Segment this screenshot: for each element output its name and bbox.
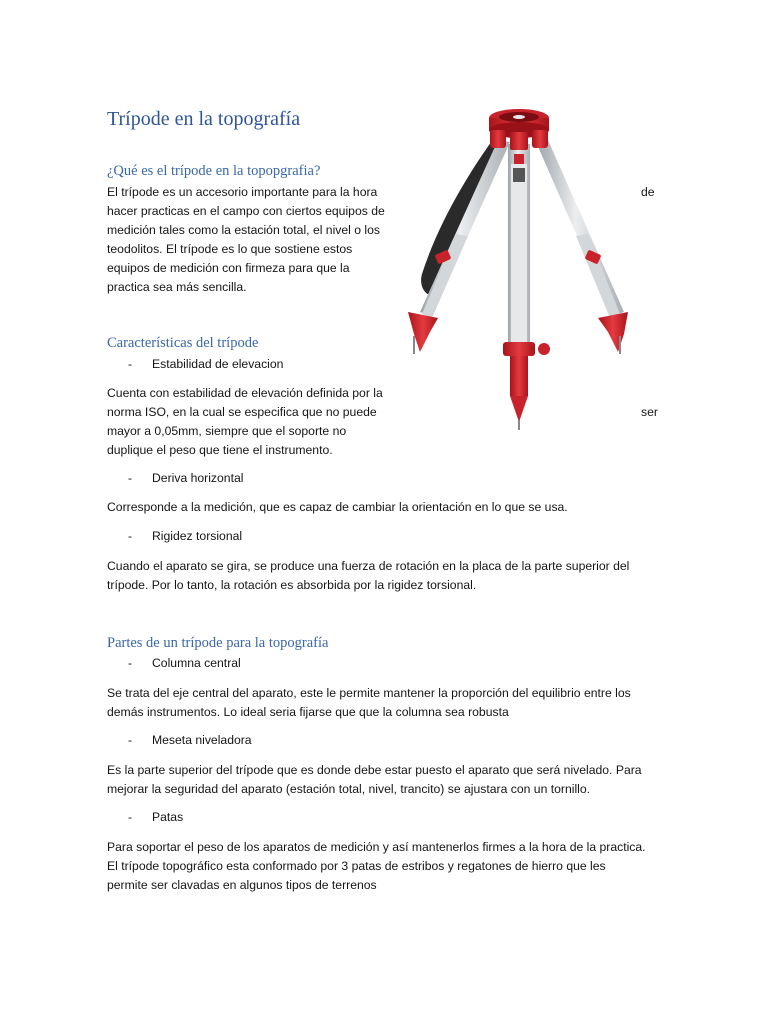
paragraph [107, 838, 646, 895]
paragraph-line: Cuando el aparato se gira, se produce una fuerza de rotación en la placa de la parte superior del [107, 559, 630, 573]
bullet-item [128, 355, 283, 374]
tripod-image [398, 104, 638, 436]
bullet-item [128, 654, 241, 673]
justified-word: ser [641, 405, 658, 419]
bullet-item [128, 469, 243, 488]
paragraph [107, 498, 568, 517]
section-heading-what-is: ¿Qué es el trípode en la topopgrafia? [107, 163, 321, 179]
paragraph-line: El trípode topográfico esta conformado por 3 patas de estribos y regatones de hierro que les [107, 859, 606, 873]
bullet-dash: - [128, 656, 133, 670]
paragraph-line: duplique el peso que tiene el instrumento. [107, 443, 333, 457]
bullet-dash: - [128, 471, 133, 485]
paragraph-line: mejorar la seguridad del aparato (estación total, nivel, trancito) se ajustara con un tornillo. [107, 782, 591, 796]
paragraph-line: trípode. Por lo tanto, la rotación es absorbida por la rigidez torsional. [107, 578, 477, 592]
paragraph-line: equipos de medición con firmeza para que la [107, 261, 350, 275]
bullet-label: Estabilidad de elevacion [152, 357, 284, 371]
bullet-label: Deriva horizontal [152, 471, 244, 485]
paragraph-line: permite ser clavadas en algunos tipos de terrenos [107, 878, 377, 892]
paragraph-line: medición tales como la estación total, el nivel o los [107, 223, 381, 237]
paragraph-line: norma ISO, en la cual se especifica que no puede [107, 405, 377, 419]
paragraph [107, 557, 629, 595]
section-heading-parts: Partes de un trípode para la topografía [107, 635, 329, 651]
bullet-label: Meseta niveladora [152, 733, 252, 747]
bullet-item [128, 731, 252, 750]
bullet-item [128, 808, 183, 827]
paragraph-line: El trípode es un accesorio importante para la hora [107, 185, 378, 199]
bullet-label: Rigidez torsional [152, 529, 243, 543]
bullet-label: Columna central [152, 656, 241, 670]
justified-word: de [641, 185, 655, 199]
paragraph-line: practica sea más sencilla. [107, 280, 247, 294]
paragraph-line: teodolitos. El trípode es lo que sostiene estos [107, 242, 353, 256]
bullet-dash: - [128, 529, 133, 543]
bullet-dash: - [128, 733, 133, 747]
paragraph-line: hacer practicas en el campo con ciertos equipos de [107, 204, 385, 218]
paragraph-line: Corresponde a la medición, que es capaz de cambiar la orientación en lo que se usa. [107, 500, 568, 514]
paragraph-line: Es la parte superior del trípode que es donde debe estar puesto el aparato que será nivelado. Para [107, 763, 642, 777]
bullet-label: Patas [152, 810, 184, 824]
document-title: Trípode en la topografía [107, 108, 301, 130]
paragraph-line: mayor a 0,05mm, siempre que el soporte no [107, 424, 347, 438]
paragraph [107, 684, 631, 722]
paragraph [107, 384, 383, 460]
paragraph-line: Se trata del eje central del aparato, este le permite mantener la proporción del equilibrio entre los [107, 686, 631, 700]
paragraph [107, 761, 642, 799]
paragraph-line: Cuenta con estabilidad de elevación definida por la [107, 386, 383, 400]
paragraph-line: Para soportar el peso de los aparatos de medición y así mantenerlos firmes a la hora de la practica. [107, 840, 646, 854]
bullet-dash: - [128, 810, 133, 824]
section-heading-characteristics: Características del trípode [107, 335, 259, 351]
bullet-dash: - [128, 357, 133, 371]
bullet-item [128, 527, 242, 546]
paragraph-line: demás instrumentos. Lo ideal seria fijarse que que la columna sea robusta [107, 705, 509, 719]
section-what-is-paragraph [107, 183, 385, 297]
